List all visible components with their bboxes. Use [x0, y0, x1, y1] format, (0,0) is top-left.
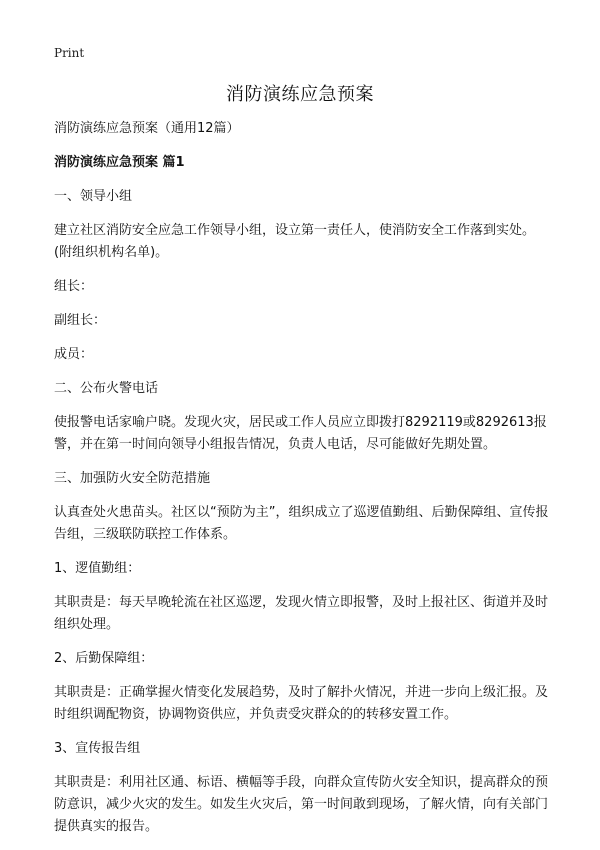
subsection-heading: 2、后勤保障组： — [54, 651, 154, 666]
section-item-heading: 三、加强防火安全防范措施 — [54, 471, 211, 486]
field-label: 成员： — [54, 347, 94, 362]
section-item-heading: 一、领导小组 — [54, 189, 133, 204]
section-heading: 消防演练应急预案 篇1 — [54, 155, 185, 170]
paragraph: 其职责是：正确掌握火情变化发展趋势，及时了解扑火情况，并进一步向上级汇报。及时组织调配物资，协调物资供应，并负责受灾群众的的转移安置工作。 — [54, 685, 549, 722]
paragraph: 认真查处火患苗头。社区以“预防为主”，组织成立了巡逻值勤组、后勤保障组、宣传报告组，三级联防联控工作体系。 — [54, 505, 549, 542]
document-title: 消防演练应急预案 — [226, 84, 374, 105]
paragraph: 使报警电话家喻户晓。发现火灾，居民或工作人员应立即拨打8292119或8292613报警，并在第一时间向领导小组报告情况，负责人电话，尽可能做好先期处置。 — [54, 415, 547, 452]
paragraph: 建立社区消防安全应急工作领导小组，设立第一责任人，使消防安全工作落到实处。(附组织机构名单)。 — [54, 223, 536, 260]
subsection-heading: 1、逻值勤组： — [54, 561, 141, 576]
field-label: 副组长： — [54, 313, 107, 328]
subsection-heading: 3、宣传报告组 — [54, 741, 141, 756]
section-item-heading: 二、公布火警电话 — [54, 381, 159, 396]
paragraph: 其职责是：利用社区通、标语、横幅等手段，向群众宣传防火安全知识，提高群众的预防意识，减少火灾的发生。如发生火灾后，第一时间敢到现场，了解火情，向有关部门提供真实的报告。 — [54, 775, 549, 834]
field-label: 组长： — [54, 279, 94, 294]
paragraph: 其职责是：每天早晚轮流在社区巡逻，发现火情立即报警，及时上报社区、街道并及时组织处理。 — [54, 595, 549, 632]
document-subtitle: 消防演练应急预案（通用12篇） — [54, 121, 240, 136]
print-label: Print — [54, 46, 85, 60]
document-body — [54, 118, 550, 850]
